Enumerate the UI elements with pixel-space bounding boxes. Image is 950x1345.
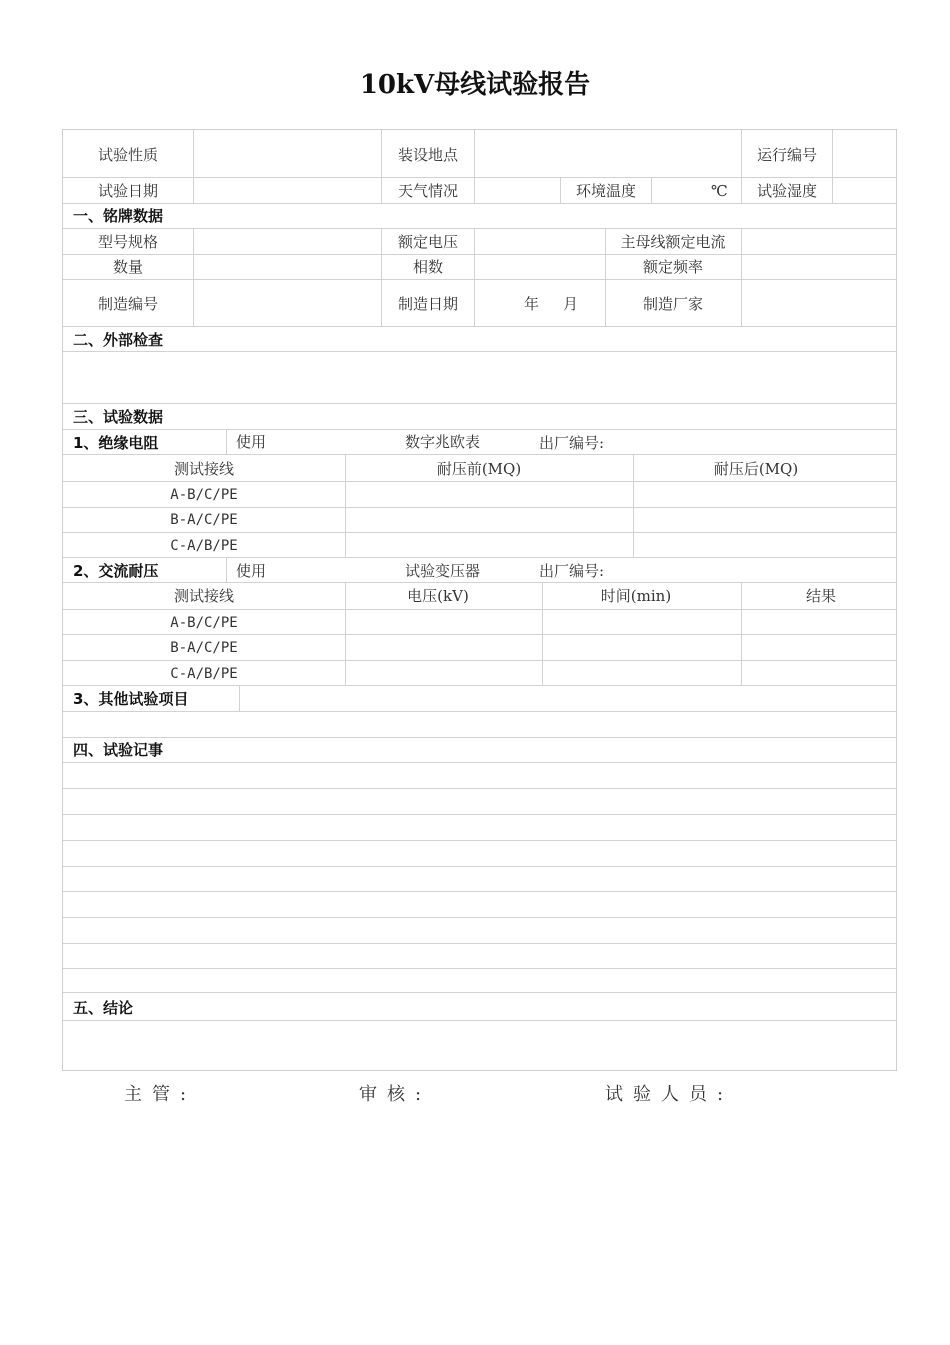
divider bbox=[63, 532, 896, 533]
divider bbox=[741, 582, 742, 685]
section-test-notes-title: 四、试验记事 bbox=[73, 741, 164, 759]
ac-voltage-cell[interactable] bbox=[349, 662, 538, 684]
manufacturer-field[interactable] bbox=[745, 282, 894, 324]
ac-time-cell[interactable] bbox=[546, 611, 737, 633]
divider bbox=[239, 685, 240, 711]
divider bbox=[741, 228, 742, 326]
phases-label: 相数 bbox=[412, 258, 444, 276]
divider bbox=[63, 711, 896, 712]
insulation-after-cell[interactable] bbox=[637, 509, 893, 531]
rated-freq-field[interactable] bbox=[745, 256, 894, 278]
divider bbox=[63, 557, 896, 558]
test-humidity-field[interactable] bbox=[836, 179, 894, 201]
ac-result-cell[interactable] bbox=[745, 636, 894, 658]
insulation-after-cell[interactable] bbox=[637, 534, 893, 556]
section-conclusion-title: 五、结论 bbox=[73, 999, 134, 1017]
divider bbox=[63, 228, 896, 229]
temp-unit: ℃ bbox=[711, 182, 728, 200]
ac-row-wiring: A-B/C/PE bbox=[170, 615, 238, 631]
divider bbox=[381, 130, 382, 203]
divider bbox=[345, 582, 346, 685]
insulation-row-wiring: A-B/C/PE bbox=[170, 487, 238, 503]
divider bbox=[633, 454, 634, 557]
operation-number-label: 运行编号 bbox=[756, 146, 818, 164]
divider bbox=[345, 454, 346, 557]
ac-withstand-title: 2、交流耐压 bbox=[73, 562, 159, 580]
year-label: 年 bbox=[524, 295, 540, 313]
divider bbox=[832, 130, 833, 203]
rated-voltage-label: 额定电压 bbox=[397, 233, 459, 251]
divider bbox=[605, 228, 606, 326]
section-nameplate-title: 一、铭牌数据 bbox=[73, 207, 164, 225]
test-nature-label: 试验性质 bbox=[97, 146, 159, 164]
quantity-label: 数量 bbox=[112, 258, 144, 276]
insulation-factory-no-label: 出厂编号: bbox=[539, 434, 605, 452]
ac-voltage-cell[interactable] bbox=[349, 611, 538, 633]
model-field[interactable] bbox=[197, 230, 377, 252]
divider bbox=[63, 254, 896, 255]
ac-instrument: 试验变压器 bbox=[405, 562, 481, 580]
tester-signature-label: 试验人员: bbox=[605, 1084, 734, 1105]
serial-label: 制造编号 bbox=[97, 295, 159, 313]
insulation-before-cell[interactable] bbox=[349, 534, 629, 556]
section-external-check-title: 二、外部检查 bbox=[73, 331, 164, 349]
ac-row-wiring: B-A/C/PE bbox=[170, 640, 238, 656]
insulation-title: 1、绝缘电阻 bbox=[73, 434, 159, 452]
divider bbox=[63, 326, 896, 327]
install-location-label: 装设地点 bbox=[397, 146, 459, 164]
divider bbox=[63, 737, 896, 738]
insulation-header-wiring: 测试接线 bbox=[173, 460, 235, 478]
insulation-row-wiring: B-A/C/PE bbox=[170, 512, 238, 528]
rated-voltage-field[interactable] bbox=[478, 230, 601, 252]
ac-voltage-cell[interactable] bbox=[349, 636, 538, 658]
divider bbox=[63, 481, 896, 482]
other-tests-title: 3、其他试验项目 bbox=[73, 690, 189, 708]
test-humidity-label: 试验湿度 bbox=[756, 182, 818, 200]
reviewer-signature-label: 审核: bbox=[359, 1084, 432, 1105]
main-bus-current-label: 主母线额定电流 bbox=[620, 233, 726, 251]
other-tests-detail-field[interactable] bbox=[67, 713, 892, 735]
divider bbox=[63, 403, 896, 404]
divider bbox=[193, 228, 194, 326]
divider bbox=[63, 429, 896, 430]
ac-result-cell[interactable] bbox=[745, 611, 894, 633]
ac-row-wiring: C-A/B/PE bbox=[170, 666, 238, 682]
quantity-field[interactable] bbox=[197, 256, 377, 278]
mfg-date-label: 制造日期 bbox=[397, 295, 459, 313]
section-test-data-title: 三、试验数据 bbox=[73, 408, 164, 426]
insulation-instrument: 数字兆欧表 bbox=[405, 433, 481, 451]
ac-time-cell[interactable] bbox=[546, 636, 737, 658]
ac-time-cell[interactable] bbox=[546, 662, 737, 684]
divider bbox=[381, 228, 382, 326]
divider bbox=[63, 351, 896, 352]
main-bus-current-field[interactable] bbox=[745, 230, 894, 252]
insulation-header-before: 耐压前(MQ) bbox=[436, 460, 522, 478]
divider bbox=[63, 685, 896, 686]
divider bbox=[63, 454, 896, 455]
divider bbox=[63, 609, 896, 610]
divider bbox=[193, 130, 194, 203]
insulation-before-cell[interactable] bbox=[349, 509, 629, 531]
insulation-header-after: 耐压后(MQ) bbox=[713, 460, 799, 478]
divider bbox=[651, 177, 652, 203]
divider bbox=[63, 582, 896, 583]
divider bbox=[226, 557, 227, 582]
ac-header-wiring: 测试接线 bbox=[173, 587, 235, 605]
test-date-field[interactable] bbox=[197, 179, 377, 201]
month-label: 月 bbox=[563, 295, 579, 313]
divider bbox=[542, 582, 543, 685]
divider bbox=[226, 429, 227, 454]
insulation-after-cell[interactable] bbox=[637, 483, 893, 505]
divider bbox=[63, 634, 896, 635]
ac-header-result: 结果 bbox=[805, 587, 837, 605]
weather-field[interactable] bbox=[478, 179, 556, 201]
divider bbox=[741, 130, 742, 203]
install-location-field[interactable] bbox=[478, 134, 736, 174]
report-form bbox=[62, 129, 897, 1071]
test-nature-field[interactable] bbox=[201, 134, 377, 174]
insulation-before-cell[interactable] bbox=[349, 483, 629, 505]
serial-field[interactable] bbox=[197, 282, 377, 324]
divider bbox=[63, 762, 896, 763]
insulation-use-label: 使用 bbox=[236, 433, 267, 451]
divider bbox=[63, 992, 896, 993]
ac-header-time: 时间(min) bbox=[600, 587, 672, 605]
divider bbox=[63, 203, 896, 204]
conclusion-field[interactable] bbox=[67, 1023, 892, 1067]
ac-factory-no-label: 出厂编号: bbox=[539, 562, 605, 580]
ac-result-cell[interactable] bbox=[745, 662, 894, 684]
insulation-row-wiring: C-A/B/PE bbox=[170, 538, 238, 554]
divider bbox=[63, 177, 896, 178]
test-date-label: 试验日期 bbox=[97, 182, 159, 200]
divider bbox=[474, 228, 475, 326]
weather-label: 天气情况 bbox=[397, 182, 459, 200]
model-label: 型号规格 bbox=[97, 233, 159, 251]
operation-number-field[interactable] bbox=[836, 134, 894, 174]
other-tests-field[interactable] bbox=[243, 687, 893, 709]
divider bbox=[63, 279, 896, 280]
external-check-field[interactable] bbox=[67, 354, 892, 400]
divider bbox=[63, 507, 896, 508]
document-title: 10kV母线试验报告 bbox=[359, 70, 591, 100]
ac-header-voltage: 电压(kV) bbox=[407, 587, 469, 605]
rated-freq-label: 额定频率 bbox=[642, 258, 704, 276]
ambient-temp-label: 环境温度 bbox=[575, 182, 637, 200]
divider bbox=[63, 660, 896, 661]
divider bbox=[63, 1020, 896, 1021]
divider bbox=[560, 177, 561, 203]
divider bbox=[474, 130, 475, 203]
supervisor-signature-label: 主管: bbox=[124, 1084, 197, 1105]
manufacturer-label: 制造厂家 bbox=[642, 295, 704, 313]
test-notes-field[interactable] bbox=[67, 764, 892, 990]
phases-field[interactable] bbox=[478, 256, 601, 278]
ac-use-label: 使用 bbox=[236, 562, 267, 580]
